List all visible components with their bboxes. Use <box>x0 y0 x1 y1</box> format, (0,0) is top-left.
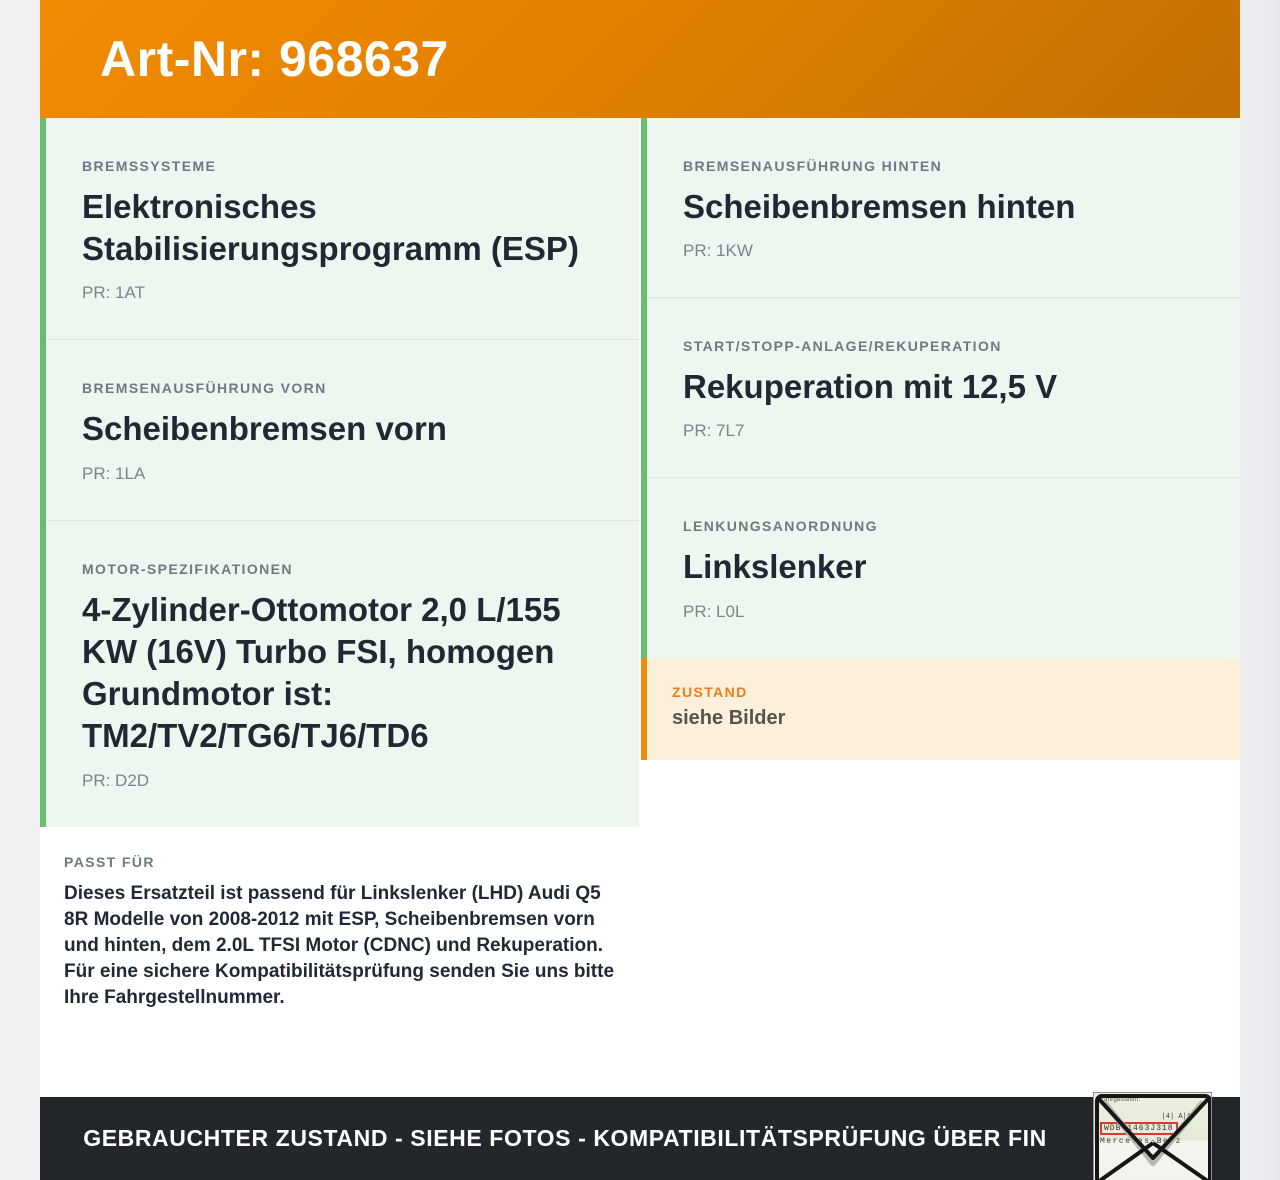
spec-card-bremsen-vorn <box>46 340 639 520</box>
pr-code: PR: 7L7 <box>683 421 745 441</box>
doc-code: |4| A|A <box>1161 1113 1191 1121</box>
condition-value: siehe Bilder <box>672 706 786 729</box>
footer-notice: GEBRAUCHTER ZUSTAND - SIEHE FOTOS - KOMPATIBILITÄTSPRÜFUNG ÜBER FIN <box>83 1125 1047 1151</box>
fit-card <box>40 827 639 1035</box>
spec-title: Rekuperation mit 12,5 V <box>683 368 1058 406</box>
spec-label: BREMSENAUSFÜHRUNG VORN <box>82 380 327 397</box>
right-column <box>641 118 1240 1035</box>
fin-envelope-image <box>1093 1092 1212 1180</box>
listing-page <box>40 0 1240 1180</box>
spec-title: Linkslenker <box>683 548 867 586</box>
spec-card-bremssysteme <box>46 118 639 340</box>
spec-label: BREMSENAUSFÜHRUNG HINTEN <box>683 158 943 174</box>
spec-title: Scheibenbremsen vorn <box>82 410 447 448</box>
article-number-title: Art-Nr: 968637 <box>100 31 449 87</box>
spec-card-motor <box>46 521 639 827</box>
pr-code: PR: 1KW <box>683 241 753 261</box>
envelope-icon <box>1094 1093 1212 1180</box>
vin-highlight-box: WDB71463J318 <box>1100 1122 1178 1135</box>
spec-title: Elektronisches Stabilisierungsprogramm (ESP) <box>82 188 579 268</box>
spec-label: START/STOPP-ANLAGE/REKUPERATION <box>683 338 1002 355</box>
left-card-group <box>40 118 639 827</box>
spec-label: BREMSSYSTEME <box>82 158 217 174</box>
fahrgestellnr-label: Fahrgestellnr. <box>1100 1097 1141 1103</box>
left-column <box>40 118 639 1035</box>
pr-code: PR: D2D <box>82 770 150 790</box>
condition-label: ZUSTAND <box>672 683 748 700</box>
spec-card-lenkung <box>647 478 1240 657</box>
spec-card-bremsen-hinten <box>647 118 1240 298</box>
pr-code: PR: 1LA <box>82 463 146 483</box>
fit-description: Dieses Ersatzteil ist passend für Linkslenker (LHD) Audi Q5 8R Modelle von 2008-2012 mit ESP, Scheibenbremsen vorn und hinten, dem 2.0L TFSI Motor (CDNC) und Rekuperation. Für eine sichere Kompatibilitätsprüfung senden Sie uns bitte Ihre Fahrgestellnummer. <box>64 882 615 1008</box>
pr-code: PR: L0L <box>683 601 745 621</box>
spec-columns <box>40 118 1240 1097</box>
spec-label: MOTOR-SPEZIFIKATIONEN <box>82 560 293 577</box>
condition-card <box>641 658 1240 760</box>
footer-bar <box>40 1097 1240 1180</box>
brand-text: Mercedes-Benz <box>1100 1137 1182 1146</box>
fit-label: PASST FÜR <box>64 853 155 870</box>
right-card-group <box>641 118 1240 658</box>
spec-card-rekuperation <box>647 298 1240 478</box>
spec-title: 4-Zylinder-Ottomotor 2,0 L/155 KW (16V) Turbo FSI, homogen Grundmotor ist: TM2/TV2/TG6/TJ6/TD6 <box>82 590 561 755</box>
pr-code: PR: 1AT <box>82 283 145 303</box>
spec-label: LENKUNGSANORDNUNG <box>683 518 878 535</box>
header-banner <box>40 0 1240 118</box>
vin-suffix: 7 <box>1180 1124 1186 1133</box>
spec-title: Scheibenbremsen hinten <box>683 188 1076 225</box>
